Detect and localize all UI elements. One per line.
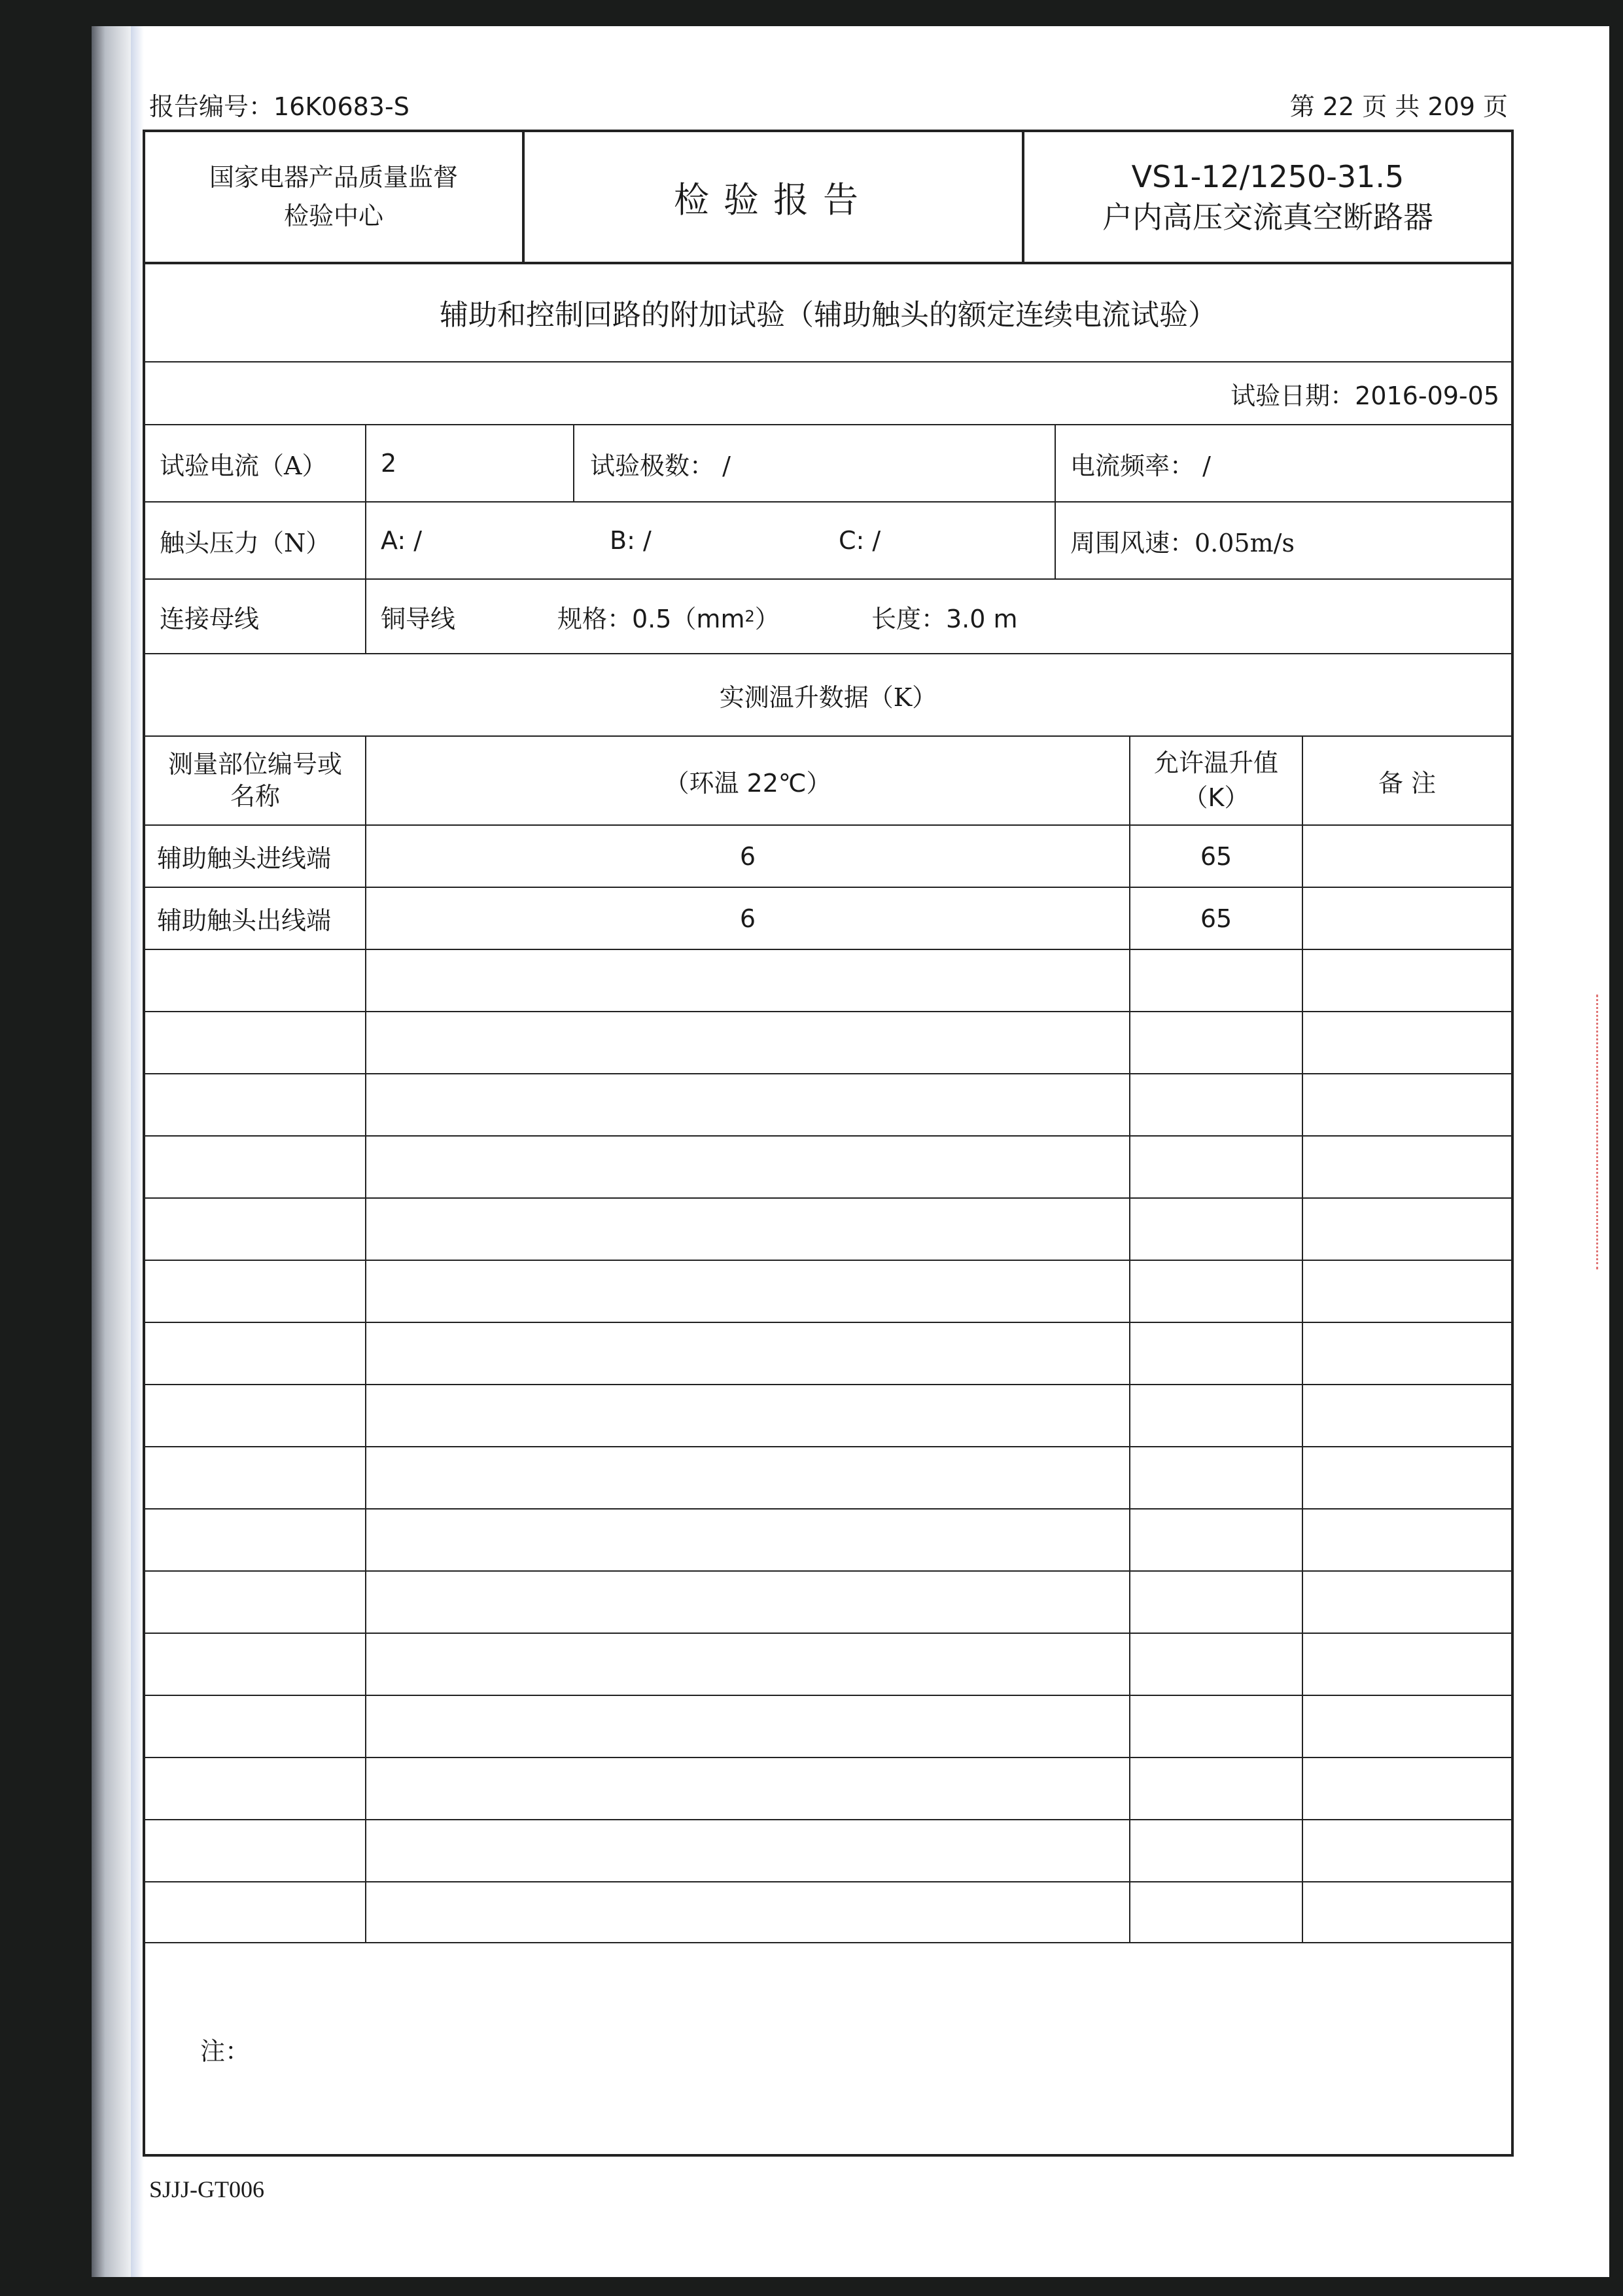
- busbar-spec-text: 规格：0.5（mm: [557, 604, 745, 633]
- test-date-cell: [1230, 362, 1499, 424]
- col-location-line2: 名称: [230, 782, 280, 811]
- busbar-spec-close: ）: [754, 604, 780, 633]
- product-model: VS1-12/1250-31.5: [1131, 158, 1405, 194]
- report-title: 检验报告: [674, 179, 873, 221]
- divider: [145, 1508, 1511, 1510]
- col-allowed-header: [1130, 737, 1302, 824]
- divider: [145, 1322, 1511, 1323]
- temp-rise-section: [145, 654, 1511, 735]
- divider: [145, 501, 1511, 503]
- divider: [145, 1073, 1511, 1074]
- col-allowed-line2: （K）: [1183, 783, 1249, 812]
- divider: [573, 424, 574, 501]
- row-allowed-rise: 65: [1200, 841, 1232, 871]
- busbar-spec: [557, 580, 780, 653]
- divider: [145, 949, 1511, 950]
- col-remarks-header: [1303, 737, 1511, 824]
- busbar-type: 铜导线: [381, 604, 456, 633]
- product-cell: [1024, 132, 1511, 262]
- divider: [145, 1197, 1511, 1199]
- busbar-spec-sup: 2: [744, 607, 755, 626]
- org-name: [145, 132, 522, 262]
- contact-pressure-b: B: /: [610, 526, 652, 555]
- divider: [145, 1446, 1511, 1447]
- divider: [145, 578, 1511, 580]
- form-code: SJJJ-GT006: [149, 2176, 265, 2202]
- test-poles: 试验极数： /: [590, 451, 731, 480]
- contact-pressure-label: 触头压力（N）: [160, 528, 331, 557]
- product-name: 户内高压交流真空断路器: [1102, 200, 1433, 235]
- red-stamp-edge: [1596, 995, 1611, 1269]
- row-location: 辅助触头进线端: [157, 844, 332, 873]
- divider: [145, 1384, 1511, 1385]
- ambient-wind-speed: 周围风速：0.05m/s: [1070, 528, 1295, 557]
- col-remarks: 备 注: [1378, 768, 1437, 798]
- binding-edge: [131, 26, 144, 2277]
- divider: [145, 1260, 1511, 1261]
- row-measured-rise: 6: [739, 841, 756, 871]
- divider: [145, 1819, 1511, 1820]
- current-frequency: 电流频率： /: [1070, 451, 1211, 480]
- notes-label: 注：: [200, 2036, 251, 2066]
- row-location: 辅助触头出线端: [157, 906, 332, 935]
- contact-pressure-a: A: /: [381, 526, 423, 555]
- report-title-cell: [525, 132, 1022, 262]
- col-location-line1: 测量部位编号或: [167, 749, 342, 779]
- row-measured-rise: 6: [739, 904, 756, 933]
- busbar-label: 连接母线: [160, 604, 260, 633]
- test-current-label: 试验电流（A）: [160, 451, 327, 480]
- test-title-cell: [145, 263, 1511, 361]
- binding-shadow: [92, 26, 131, 2277]
- test-date: 试验日期：2016-09-05: [1230, 381, 1499, 410]
- divider: [145, 1757, 1511, 1758]
- page-info: 第 22 页 共 209 页: [1289, 92, 1508, 121]
- divider: [145, 1695, 1511, 1696]
- divider: [145, 1570, 1511, 1572]
- divider: [145, 1881, 1511, 1882]
- row-remark: [1303, 826, 1511, 887]
- divider: [145, 1942, 1511, 1943]
- divider: [145, 1135, 1511, 1137]
- report-number: 报告编号：16K0683-S: [149, 92, 410, 121]
- col-ambient-header: [366, 737, 1129, 824]
- col-allowed-line1: 允许温升值: [1153, 748, 1278, 777]
- test-title: 辅助和控制回路的附加试验（辅助触头的额定连续电流试验）: [440, 298, 1217, 332]
- divider: [145, 1633, 1511, 1634]
- ambient-temperature: （环温 22℃）: [664, 768, 831, 798]
- divider: [365, 424, 366, 653]
- busbar-length: 长度：3.0 m: [871, 604, 1018, 633]
- test-current-value: 2: [381, 449, 397, 478]
- contact-pressure-c: C: /: [839, 526, 881, 555]
- row-allowed-rise: 65: [1200, 904, 1232, 933]
- row-remark: [1303, 888, 1511, 949]
- divider: [145, 424, 1511, 425]
- org-name-line1: 国家电器产品质量监督: [209, 163, 458, 192]
- col-location-header: [145, 737, 365, 824]
- temp-rise-title: 实测温升数据（K）: [719, 682, 937, 712]
- divider: [145, 1011, 1511, 1012]
- org-name-line2: 检验中心: [283, 202, 383, 230]
- report-form: [143, 130, 1514, 2157]
